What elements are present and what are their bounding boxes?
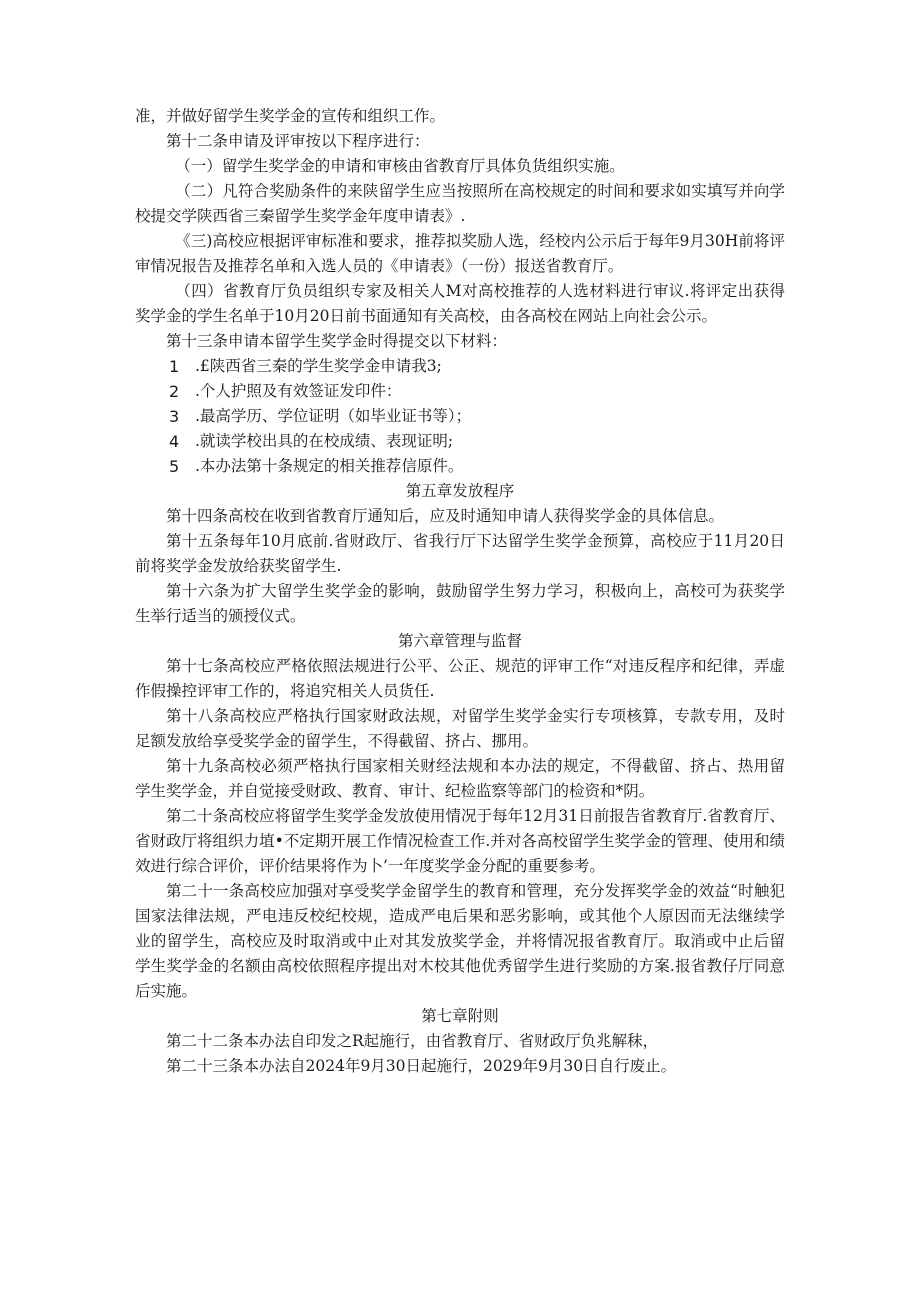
list-item: [135, 404, 785, 429]
list-text: .个人护照及有效签证发印件：: [195, 382, 402, 400]
article-22: 第二十二条本办法自印发之R起施行，由省教育厅、省财政厅负兆解秣，: [166, 1032, 659, 1050]
chapter-6-heading: 第六章管理与监督: [397, 632, 522, 650]
article-14: 第十四条高校在收到省教育厅通知后，应及时通知申请人获得奖学金的具体信息。: [166, 507, 725, 525]
article-12-item-1: （一）留学生奖学金的申请和审核由省教育厅具体负货组织实施。: [175, 157, 625, 175]
article-15: 第十五条每年10月底前.省财政厅、省我行厅下达留学生奖学金预算，高校应于11月20日前将奖学金发放给获奖留学生.: [135, 532, 785, 575]
article-12-item-4: （四）省教育厅负员组织专家及相关人M对高校推荐的人选材料进行审议.将评定出获得奖学金的学生名单于10月20日前书面通知有关高校，由各高校在网站上向社会公示。: [135, 282, 785, 325]
article-12-item-3: 《三)高校应根据评审标准和要求，推荐拟奖励人选，经校内公示后于每年9月30H前将评审情况报告及推荐名单和入选人员的《申请表》（一份）报送省教育厅。: [135, 232, 785, 275]
article-16: 第十六条为扩大留学生奖学金的影响，鼓励留学生努力学习，积极向上，高校可为获奖学生举行适当的颁授仪式。: [135, 582, 785, 625]
list-text: .最高学历、学位证明（如毕业证书等）；: [195, 407, 472, 425]
list-text: .本办法第十条规定的相关推荐信原件。: [195, 457, 464, 475]
article-19: 第十九条高校必须严格执行国家相关财经法规和本办法的规定，不得截留、挤占、热用留学生奖学金，并自觉接受财政、教育、审计、纪检监察等部门的检资和*阴。: [135, 757, 785, 800]
list-number: 1: [169, 357, 180, 376]
article-21: 第二十一条高校应加强对享受奖学金留学生的教育和管理，充分发挥奖学金的效益“时触犯国家法律法规，严电违反校纪校规，造成严电后果和恶劣影响，或其他个人原因而无法继续学业的留学生，高校应及时取消或中止对其发放奖学金，并将情况报省教育厅。取消或中止后留学生奖学金的名额由高校依照程序提出对木校其他优秀留学生进行奖励的方案.报省教仔厅同意后实施。: [135, 882, 785, 1000]
list-number: 2: [169, 382, 180, 401]
list-number: 4: [169, 432, 180, 451]
article-17: 第十七条高校应严格依照法规进行公平、公正、规范的评审工作“对违反程序和纪律，弄虚作假操控评审工作的，将追究相关人员货任.: [135, 657, 785, 700]
chapter-7-heading: 第七章附则: [421, 1007, 499, 1025]
list-text: .£陕西省三秦的学生奖学金申请我3;: [195, 357, 442, 375]
article-20: 第二十条高校应将留学生奖学金发放使用情况于每年12月31日前报告省教育厅.省教育厅、省财政厅将组织力埴•不定期开展工作情况检查工作.并对各高校留学生奖学金的管理、使用和绩效进行综合评价，评价结果将作为卜’一年度奖学金分配的重要参考。: [135, 807, 785, 875]
list-item: [135, 454, 785, 479]
article-12: 第十二条申请及评审按以下程序进行：: [166, 132, 430, 150]
article-23: 第二十三条本办法自2024年9月30日起施行，2029年9月30日自行废止。: [166, 1057, 677, 1075]
document-body: [135, 104, 785, 1079]
paragraph-intro: 准，并做好留学生奖学金的宣传和组织工作。: [135, 107, 446, 125]
list-item: [135, 354, 785, 379]
article-18: 第十八条高校应严格执行国家财政法规，对留学生奖学金实行专项核算，专款专用，及时足额发放给享受奖学金的留学生，不得截留、挤占、挪用。: [135, 707, 785, 750]
list-item: [135, 379, 785, 404]
list-text: .就读学校出具的在校成绩、表现证明;: [195, 432, 454, 450]
article-13: 第十三条申请本留学生奖学金时得提交以下材料：: [166, 332, 508, 350]
article-12-item-2: （二）凡符合奖励条件的来陕留学生应当按照所在高校规定的时间和要求如实填写并向学校提交学陕西省三秦留学生奖学金年度申请表》.: [135, 182, 785, 225]
list-item: [135, 429, 785, 454]
chapter-5-heading: 第五章发放程序: [405, 482, 515, 500]
list-number: 3: [169, 407, 180, 426]
list-number: 5: [169, 457, 180, 476]
